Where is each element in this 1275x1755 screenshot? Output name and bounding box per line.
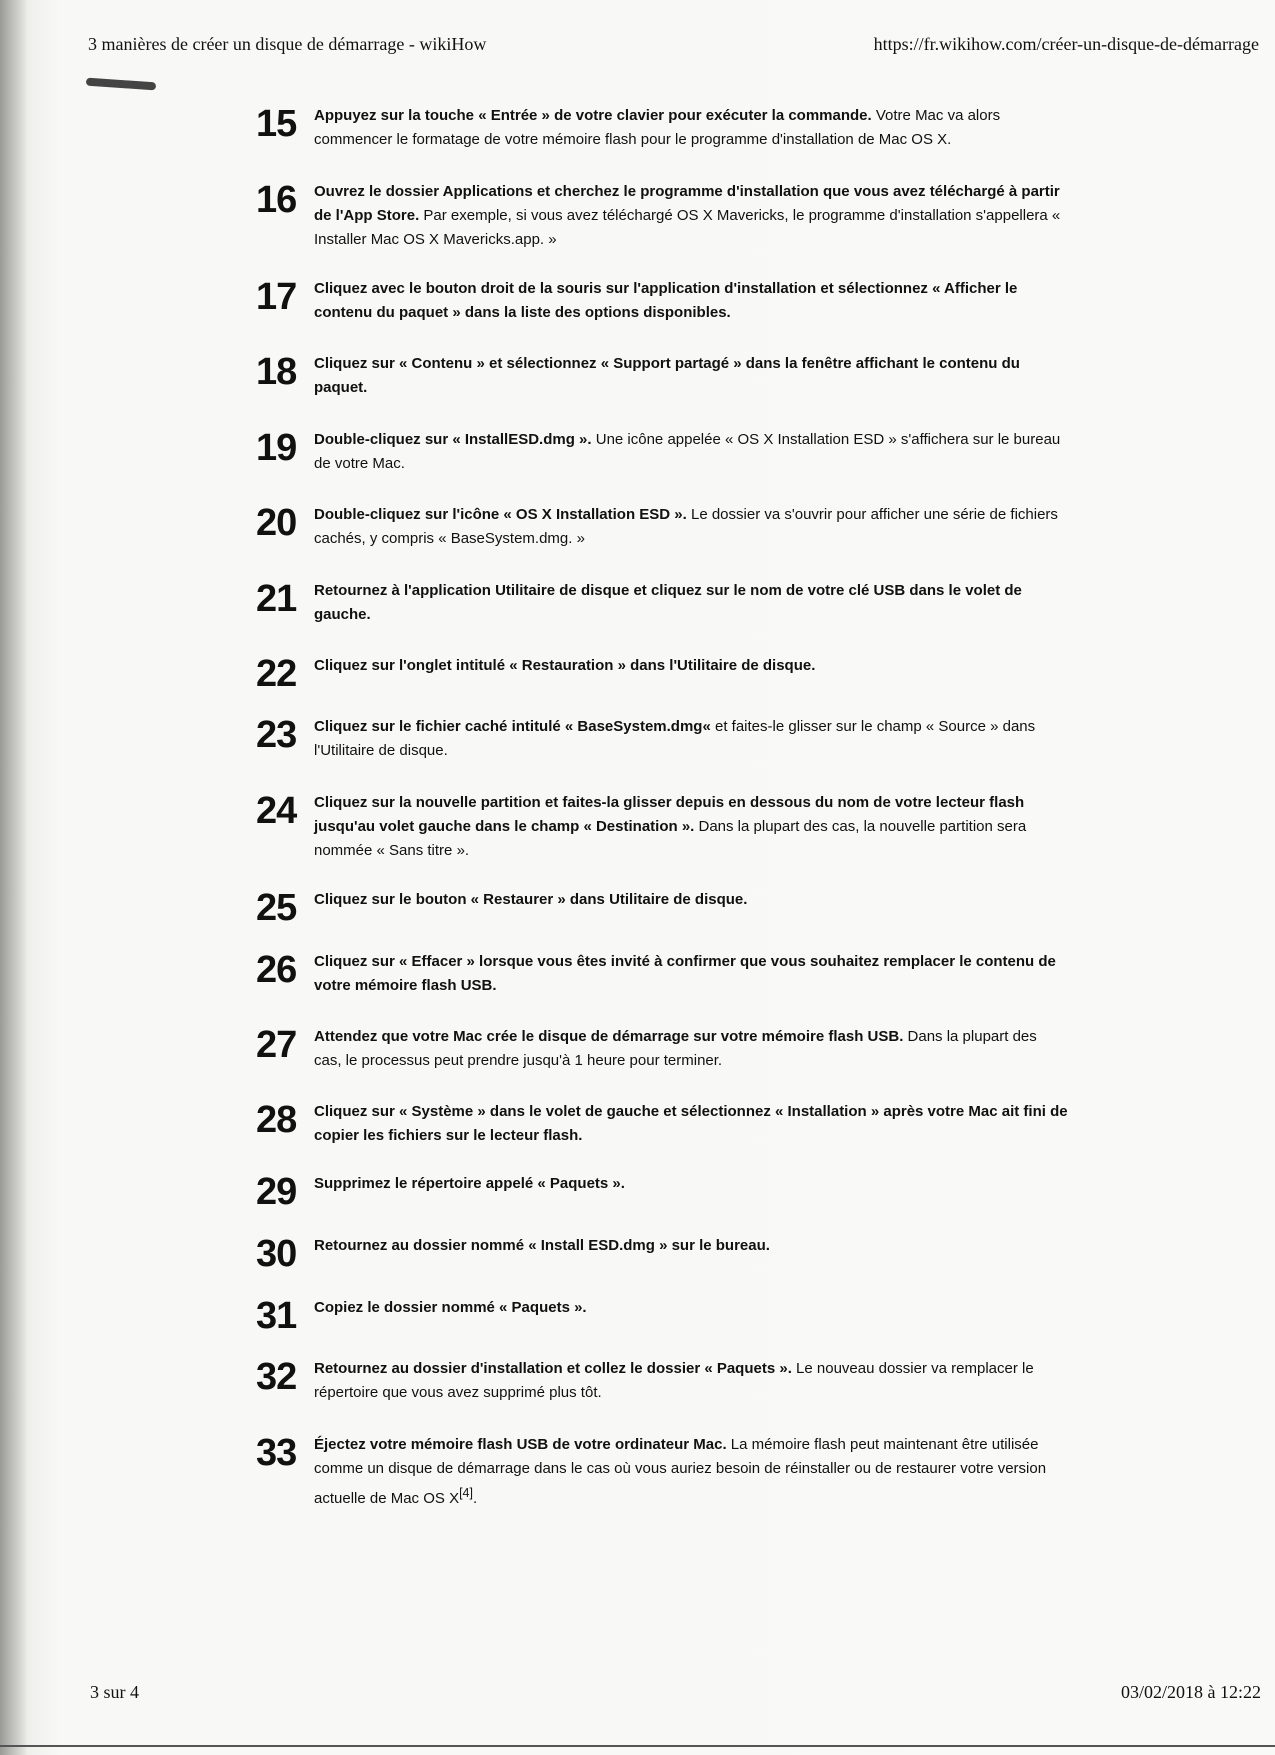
step-33	[256, 1433, 1068, 1511]
step-text	[314, 654, 1068, 678]
step-21	[256, 579, 1068, 627]
step-30	[256, 1233, 1068, 1275]
step-rest: et faites-le glisser sur le champ « Source » dans l'Utilitaire de disque.	[314, 718, 1036, 759]
step-rest: La mémoire flash peut maintenant être utilisée comme un disque de démarrage dans le cas où vous auriez besoin de réinstaller ou de restaurer votre version actuelle de Mac OS X	[314, 1436, 1047, 1507]
step-24	[256, 791, 1068, 863]
step-15	[256, 104, 1068, 152]
step-number: 17	[256, 276, 297, 318]
citation-reference[interactable]: [4]	[459, 1486, 473, 1500]
step-18	[256, 352, 1068, 400]
step-23	[256, 715, 1068, 763]
step-text	[314, 1234, 1068, 1258]
step-number: 25	[256, 887, 297, 929]
page-header-url[interactable]: https://fr.wikihow.com/créer-un-disque-de-démarrage	[873, 34, 1259, 54]
step-31	[256, 1295, 1068, 1337]
step-bold: Copiez le dossier nommé « Paquets ».	[314, 1299, 587, 1316]
step-text	[314, 579, 1068, 627]
step-number: 18	[256, 351, 297, 393]
step-bold: Cliquez avec le bouton droit de la souris sur l'application d'installation et sélectionnez « Afficher le contenu du paquet » dans la liste des options disponibles.	[314, 280, 1018, 321]
step-bold: Cliquez sur le bouton « Restaurer » dans Utilitaire de disque.	[314, 891, 748, 908]
step-26	[256, 950, 1068, 998]
step-number: 24	[256, 790, 297, 832]
step-text	[314, 180, 1068, 252]
step-rest: Le dossier va s'ouvrir pour afficher une série de fichiers cachés, y compris « BaseSystem.dmg. »	[314, 506, 1058, 547]
step-bold: Appuyez sur la touche « Entrée » de votre clavier pour exécuter la commande.	[314, 107, 872, 124]
step-text	[314, 428, 1068, 476]
step-25	[256, 887, 1068, 929]
step-text	[314, 1357, 1068, 1405]
step-number: 26	[256, 949, 297, 991]
step-rest: Dans la plupart des cas, la nouvelle partition sera nommée « Sans titre ».	[314, 818, 1027, 859]
step-text	[314, 1025, 1068, 1073]
step-32	[256, 1357, 1068, 1405]
step-text	[314, 1172, 1068, 1196]
step-bold: Retournez au dossier d'installation et collez le dossier « Paquets ».	[314, 1360, 792, 1377]
step-29	[256, 1171, 1068, 1213]
step-number: 31	[256, 1295, 297, 1337]
step-tail: .	[472, 1490, 478, 1507]
step-16	[256, 180, 1068, 252]
step-text	[314, 950, 1068, 998]
step-22	[256, 653, 1068, 695]
step-17	[256, 277, 1068, 325]
step-rest: Votre Mac va alors commencer le formatage de votre mémoire flash pour le programme d'installation de Mac OS X.	[314, 107, 1001, 148]
step-number: 23	[256, 714, 297, 756]
step-bold: Cliquez sur l'onglet intitulé « Restauration » dans l'Utilitaire de disque.	[314, 657, 816, 674]
step-text	[314, 791, 1068, 863]
step-bold: Supprimez le répertoire appelé « Paquets ».	[314, 1175, 625, 1192]
step-rest: Le nouveau dossier va remplacer le répertoire que vous avez supprimé plus tôt.	[314, 1360, 1034, 1401]
step-rest: Par exemple, si vous avez téléchargé OS X Mavericks, le programme d'installation s'appellera « Installer Mac OS X Mavericks.app. »	[314, 207, 1061, 248]
step-number: 21	[256, 578, 297, 620]
step-number: 30	[256, 1233, 297, 1275]
step-text	[314, 1100, 1068, 1148]
step-20	[256, 503, 1068, 551]
page-footer-datetime: 03/02/2018 à 12:22	[1121, 1682, 1261, 1702]
step-bold: Cliquez sur « Système » dans le volet de gauche et sélectionnez « Installation » après votre Mac ait fini de copier les fichiers sur le lecteur flash.	[314, 1103, 1068, 1144]
staple-mark	[86, 78, 156, 91]
step-number: 19	[256, 427, 297, 469]
step-bold: Cliquez sur la nouvelle partition et faites-la glisser depuis en dessous du nom de votre lecteur flash jusqu'au volet gauche dans le champ « Destination ».	[314, 794, 1025, 835]
step-bold: Cliquez sur « Effacer » lorsque vous êtes invité à confirmer que vous souhaitez remplacer le contenu de votre mémoire flash USB.	[314, 953, 1056, 994]
step-text	[314, 352, 1068, 400]
step-number: 27	[256, 1024, 297, 1066]
step-text	[314, 277, 1068, 325]
step-bold: Éjectez votre mémoire flash USB de votre ordinateur Mac.	[314, 1436, 727, 1453]
step-number: 28	[256, 1099, 297, 1141]
step-bold: Retournez à l'application Utilitaire de disque et cliquez sur le nom de votre clé USB dans le volet de gauche.	[314, 582, 1022, 623]
step-27	[256, 1025, 1068, 1073]
page-footer-number: 3 sur 4	[90, 1682, 139, 1702]
step-rest: Une icône appelée « OS X Installation ESD » s'affichera sur le bureau de votre Mac.	[314, 431, 1061, 472]
step-bold: Retournez au dossier nommé « Install ESD.dmg » sur le bureau.	[314, 1237, 770, 1254]
step-19	[256, 428, 1068, 476]
step-bold: Attendez que votre Mac crée le disque de démarrage sur votre mémoire flash USB.	[314, 1028, 904, 1045]
step-number: 15	[256, 103, 297, 145]
step-number: 22	[256, 653, 297, 695]
step-rest: Dans la plupart des cas, le processus peut prendre jusqu'à 1 heure pour terminer.	[314, 1028, 1037, 1069]
step-bold: Cliquez sur le fichier caché intitulé « BaseSystem.dmg«	[314, 718, 711, 735]
page-left-shadow	[0, 0, 26, 1755]
step-number: 33	[256, 1432, 297, 1474]
page-header-title: 3 manières de créer un disque de démarrage - wikiHow	[88, 34, 487, 54]
step-bold: Double-cliquez sur l'icône « OS X Installation ESD ».	[314, 506, 687, 523]
step-text	[314, 104, 1068, 152]
page-bottom-edge	[0, 1745, 1275, 1747]
step-text	[314, 888, 1068, 912]
step-number: 32	[256, 1356, 297, 1398]
step-number: 16	[256, 179, 297, 221]
step-number: 29	[256, 1171, 297, 1213]
step-text	[314, 1433, 1068, 1511]
step-28	[256, 1100, 1068, 1148]
step-bold: Cliquez sur « Contenu » et sélectionnez « Support partagé » dans la fenêtre affichant le contenu du paquet.	[314, 355, 1020, 396]
step-bold: Ouvrez le dossier Applications et cherchez le programme d'installation que vous avez téléchargé à partir de l'App Store.	[314, 183, 1060, 224]
step-text	[314, 715, 1068, 763]
step-bold: Double-cliquez sur « InstallESD.dmg ».	[314, 431, 592, 448]
step-text	[314, 1296, 1068, 1320]
step-text	[314, 503, 1068, 551]
step-number: 20	[256, 502, 297, 544]
